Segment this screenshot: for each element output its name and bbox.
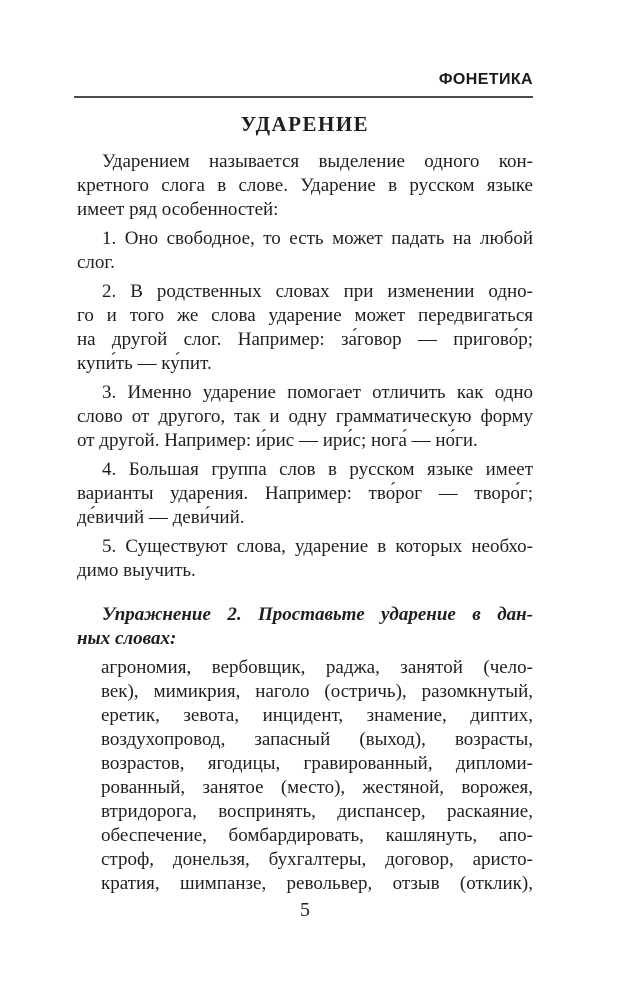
text-line: воздухопровод, запасный (выход), возрасты, (101, 729, 533, 750)
text-line: 3. Именно ударение помогает отличить как одно (102, 382, 533, 403)
section-title: УДАРЕНИЕ (240, 112, 370, 136)
text-line: на другой слог. Например: за́говор — пригово́р; (77, 329, 533, 350)
text-line: 4. Большая группа слов в русском языке имеет (102, 459, 533, 480)
page-number: 5 (300, 899, 310, 921)
text-line: еретик, зевота, инцидент, знамение, диптих, (101, 705, 533, 726)
paragraph-intro (77, 150, 533, 222)
text-line: го и того же слова ударение может передвигаться (77, 305, 533, 326)
text-line: Упражнение 2. Проставьте ударение в дан- (102, 604, 533, 625)
text-line: возрастов, ягодицы, гравированный, дипломи- (101, 753, 533, 774)
text-line: 5. Существуют слова, ударение в которых необхо- (102, 536, 533, 557)
text-line: втридорога, воспринять, диспансер, раскаяние, (101, 801, 533, 822)
page-content (77, 112, 533, 922)
text-line: имеет ряд особенностей: (77, 199, 279, 220)
text-line: де́вичий — деви́чий. (77, 507, 245, 528)
paragraph-exercise-heading (77, 603, 533, 651)
text-line: варианты ударения. Например: тво́рог — творо́г; (77, 483, 533, 504)
paragraph-item-3 (77, 381, 533, 453)
text-line: агрономия, вербовщик, раджа, занятой (чело- (101, 657, 533, 678)
paragraph-item-1 (77, 227, 533, 275)
paragraph-item-2 (77, 280, 533, 376)
text-line: купи́ть — ку́пит. (77, 353, 212, 374)
text-line: век), мимикрия, наголо (остричь), разомкнутый, (101, 681, 533, 702)
paragraph-item-5 (77, 535, 533, 583)
running-head: ФОНЕТИКА (438, 71, 533, 88)
text-line: строф, донельзя, бухгалтеры, договор, аристо- (101, 849, 533, 870)
text-line: Ударением называется выделение одного кон- (102, 151, 533, 172)
header-rule (74, 96, 533, 98)
text-line: от другой. Например: и́рис — ири́с; нога́ — но́ги. (77, 430, 478, 451)
paragraph-item-4 (77, 458, 533, 530)
text-line: обеспечение, бомбардировать, кашлянуть, апо- (101, 825, 533, 846)
text-line: 1. Оно свободное, то есть может падать на любой (102, 228, 533, 249)
text-block (77, 150, 533, 896)
text-line: ных словах: (77, 628, 177, 649)
text-line: слог. (77, 252, 115, 273)
text-line: димо выучить. (77, 560, 196, 581)
text-line: кретного слога в слове. Ударение в русском языке (77, 175, 533, 196)
paragraph-exercise-word-list (101, 656, 533, 896)
text-line: 2. В родственных словах при изменении одно- (102, 281, 533, 302)
text-line: кратия, шимпанзе, револьвер, отзыв (отклик), (101, 873, 533, 894)
text-line: слово от другого, так и одну грамматическую форму (77, 406, 533, 427)
text-line: рованный, занятое (место), жестяной, ворожея, (101, 777, 533, 798)
